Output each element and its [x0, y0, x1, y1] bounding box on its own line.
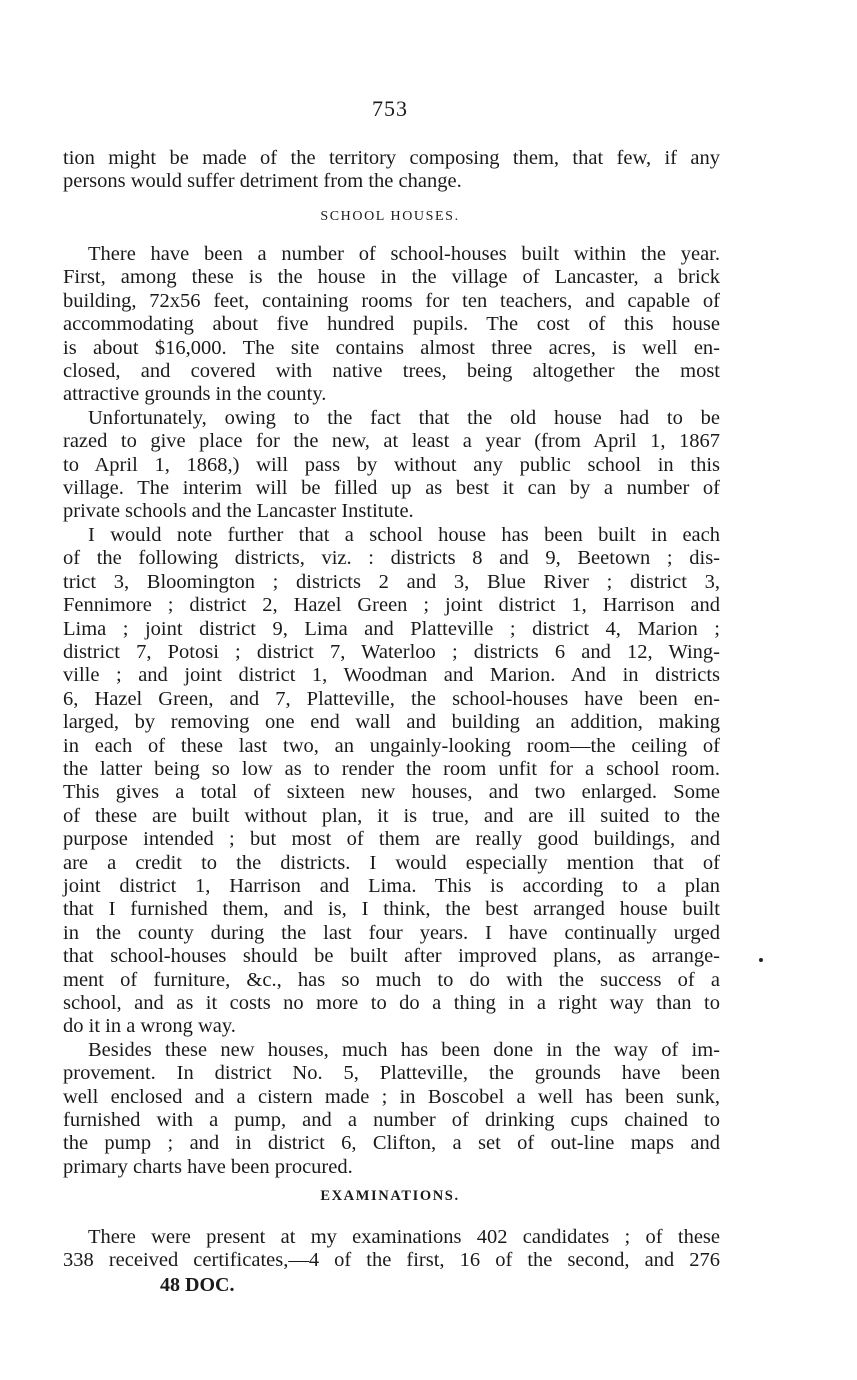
text-line: accommodating about five hundred pupils. The cost of this house: [63, 313, 720, 336]
section-heading-school-houses: SCHOOL HOUSES.: [320, 209, 460, 224]
text-line: ment of furniture, &c., has so much to do with the success of a: [63, 968, 720, 991]
text-line: There were present at my examinations 402 candidates ; of these: [88, 1226, 720, 1248]
page-number: 753: [372, 96, 408, 121]
text-line: 338 received certificates,—4 of the first, 16 of the second, and 276: [63, 1249, 720, 1272]
text-line: well enclosed and a cistern made ; in Boscobel a well has been sunk,: [63, 1085, 720, 1108]
text-line: larged, by removing one end wall and building an addition, making: [63, 711, 720, 734]
text-line: joint district 1, Harrison and Lima. This is according to a plan: [63, 874, 720, 897]
continuation-paragraph: [63, 147, 720, 194]
text-line: provement. In district No. 5, Platteville, the grounds have been: [63, 1062, 720, 1085]
text-line: building, 72x56 feet, containing rooms for ten teachers, and capable of: [63, 289, 720, 312]
text-line: village. The interim will be filled up as best it can by a number of: [63, 477, 720, 500]
text-line: I would note further that a school house has been built in each: [88, 523, 720, 546]
section-heading-examinations: EXAMINATIONS.: [320, 1188, 460, 1204]
text-line: purpose intended ; but most of them are really good buildings, and: [63, 828, 720, 851]
text-line: private schools and the Lancaster Institute.: [63, 500, 414, 523]
text-line: trict 3, Bloomington ; districts 2 and 3, Blue River ; district 3,: [63, 570, 720, 593]
text-line: district 7, Potosi ; district 7, Waterloo ; districts 6 and 12, Wing-: [63, 640, 720, 663]
text-line: are a credit to the districts. I would especially mention that of: [63, 851, 720, 874]
text-line: the latter being so low as to render the room unfit for a school room.: [63, 757, 720, 780]
text-line: persons would suffer detriment from the change.: [63, 170, 462, 193]
examinations-section: [63, 1226, 720, 1273]
text-line: This gives a total of sixteen new houses, and two enlarged. Some: [63, 781, 720, 804]
text-line: closed, and covered with native trees, being altogether the most: [63, 360, 720, 383]
text-line: ville ; and joint district 1, Woodman and Marion. And in districts: [63, 664, 720, 687]
text-line: razed to give place for the new, at least a year (from April 1, 1867: [63, 430, 720, 453]
text-line: do it in a wrong way.: [63, 1015, 236, 1038]
school-houses-section: [63, 243, 720, 1179]
text-line: the pump ; and in district 6, Clifton, a set of out-line maps and: [63, 1132, 720, 1155]
text-line: of the following districts, viz. : districts 8 and 9, Beetown ; dis-: [63, 547, 720, 570]
text-line: furnished with a pump, and a number of drinking cups chained to: [63, 1109, 720, 1132]
document-footer-signature: 48 DOC.: [160, 1274, 235, 1296]
text-line: to April 1, 1868,) will pass by without any public school in this: [63, 453, 720, 476]
text-line: that school-houses should be built after improved plans, as arrange-: [63, 945, 720, 968]
text-line: 6, Hazel Green, and 7, Platteville, the school-houses have been en-: [63, 687, 720, 710]
text-line: Besides these new houses, much has been done in the way of im-: [88, 1038, 720, 1061]
text-line: is about $16,000. The site contains almost three acres, is well en-: [63, 336, 720, 359]
text-line: There have been a number of school-houses built within the year.: [88, 243, 720, 265]
text-line: primary charts have been procured.: [63, 1155, 353, 1178]
text-line: attractive grounds in the county.: [63, 383, 327, 406]
text-line: in each of these last two, an ungainly-looking room—the ceiling of: [63, 734, 720, 757]
text-line: Lima ; joint district 9, Lima and Platteville ; district 4, Marion ;: [63, 617, 720, 640]
text-line: in the county during the last four years. I have continually urged: [63, 921, 720, 944]
text-line: Unfortunately, owing to the fact that the old house had to be: [88, 406, 720, 429]
text-line: of these are built without plan, it is true, and are ill suited to the: [63, 804, 720, 827]
text-line: Fennimore ; district 2, Hazel Green ; joint district 1, Harrison and: [63, 594, 720, 617]
text-line: school, and as it costs no more to do a thing in a right way than to: [63, 992, 720, 1014]
text-line: First, among these is the house in the village of Lancaster, a brick: [63, 266, 720, 289]
text-line: that I furnished them, and is, I think, the best arranged house built: [63, 898, 720, 921]
text-line: tion might be made of the territory composing them, that few, if any: [63, 147, 720, 169]
ink-speck: [759, 958, 763, 962]
